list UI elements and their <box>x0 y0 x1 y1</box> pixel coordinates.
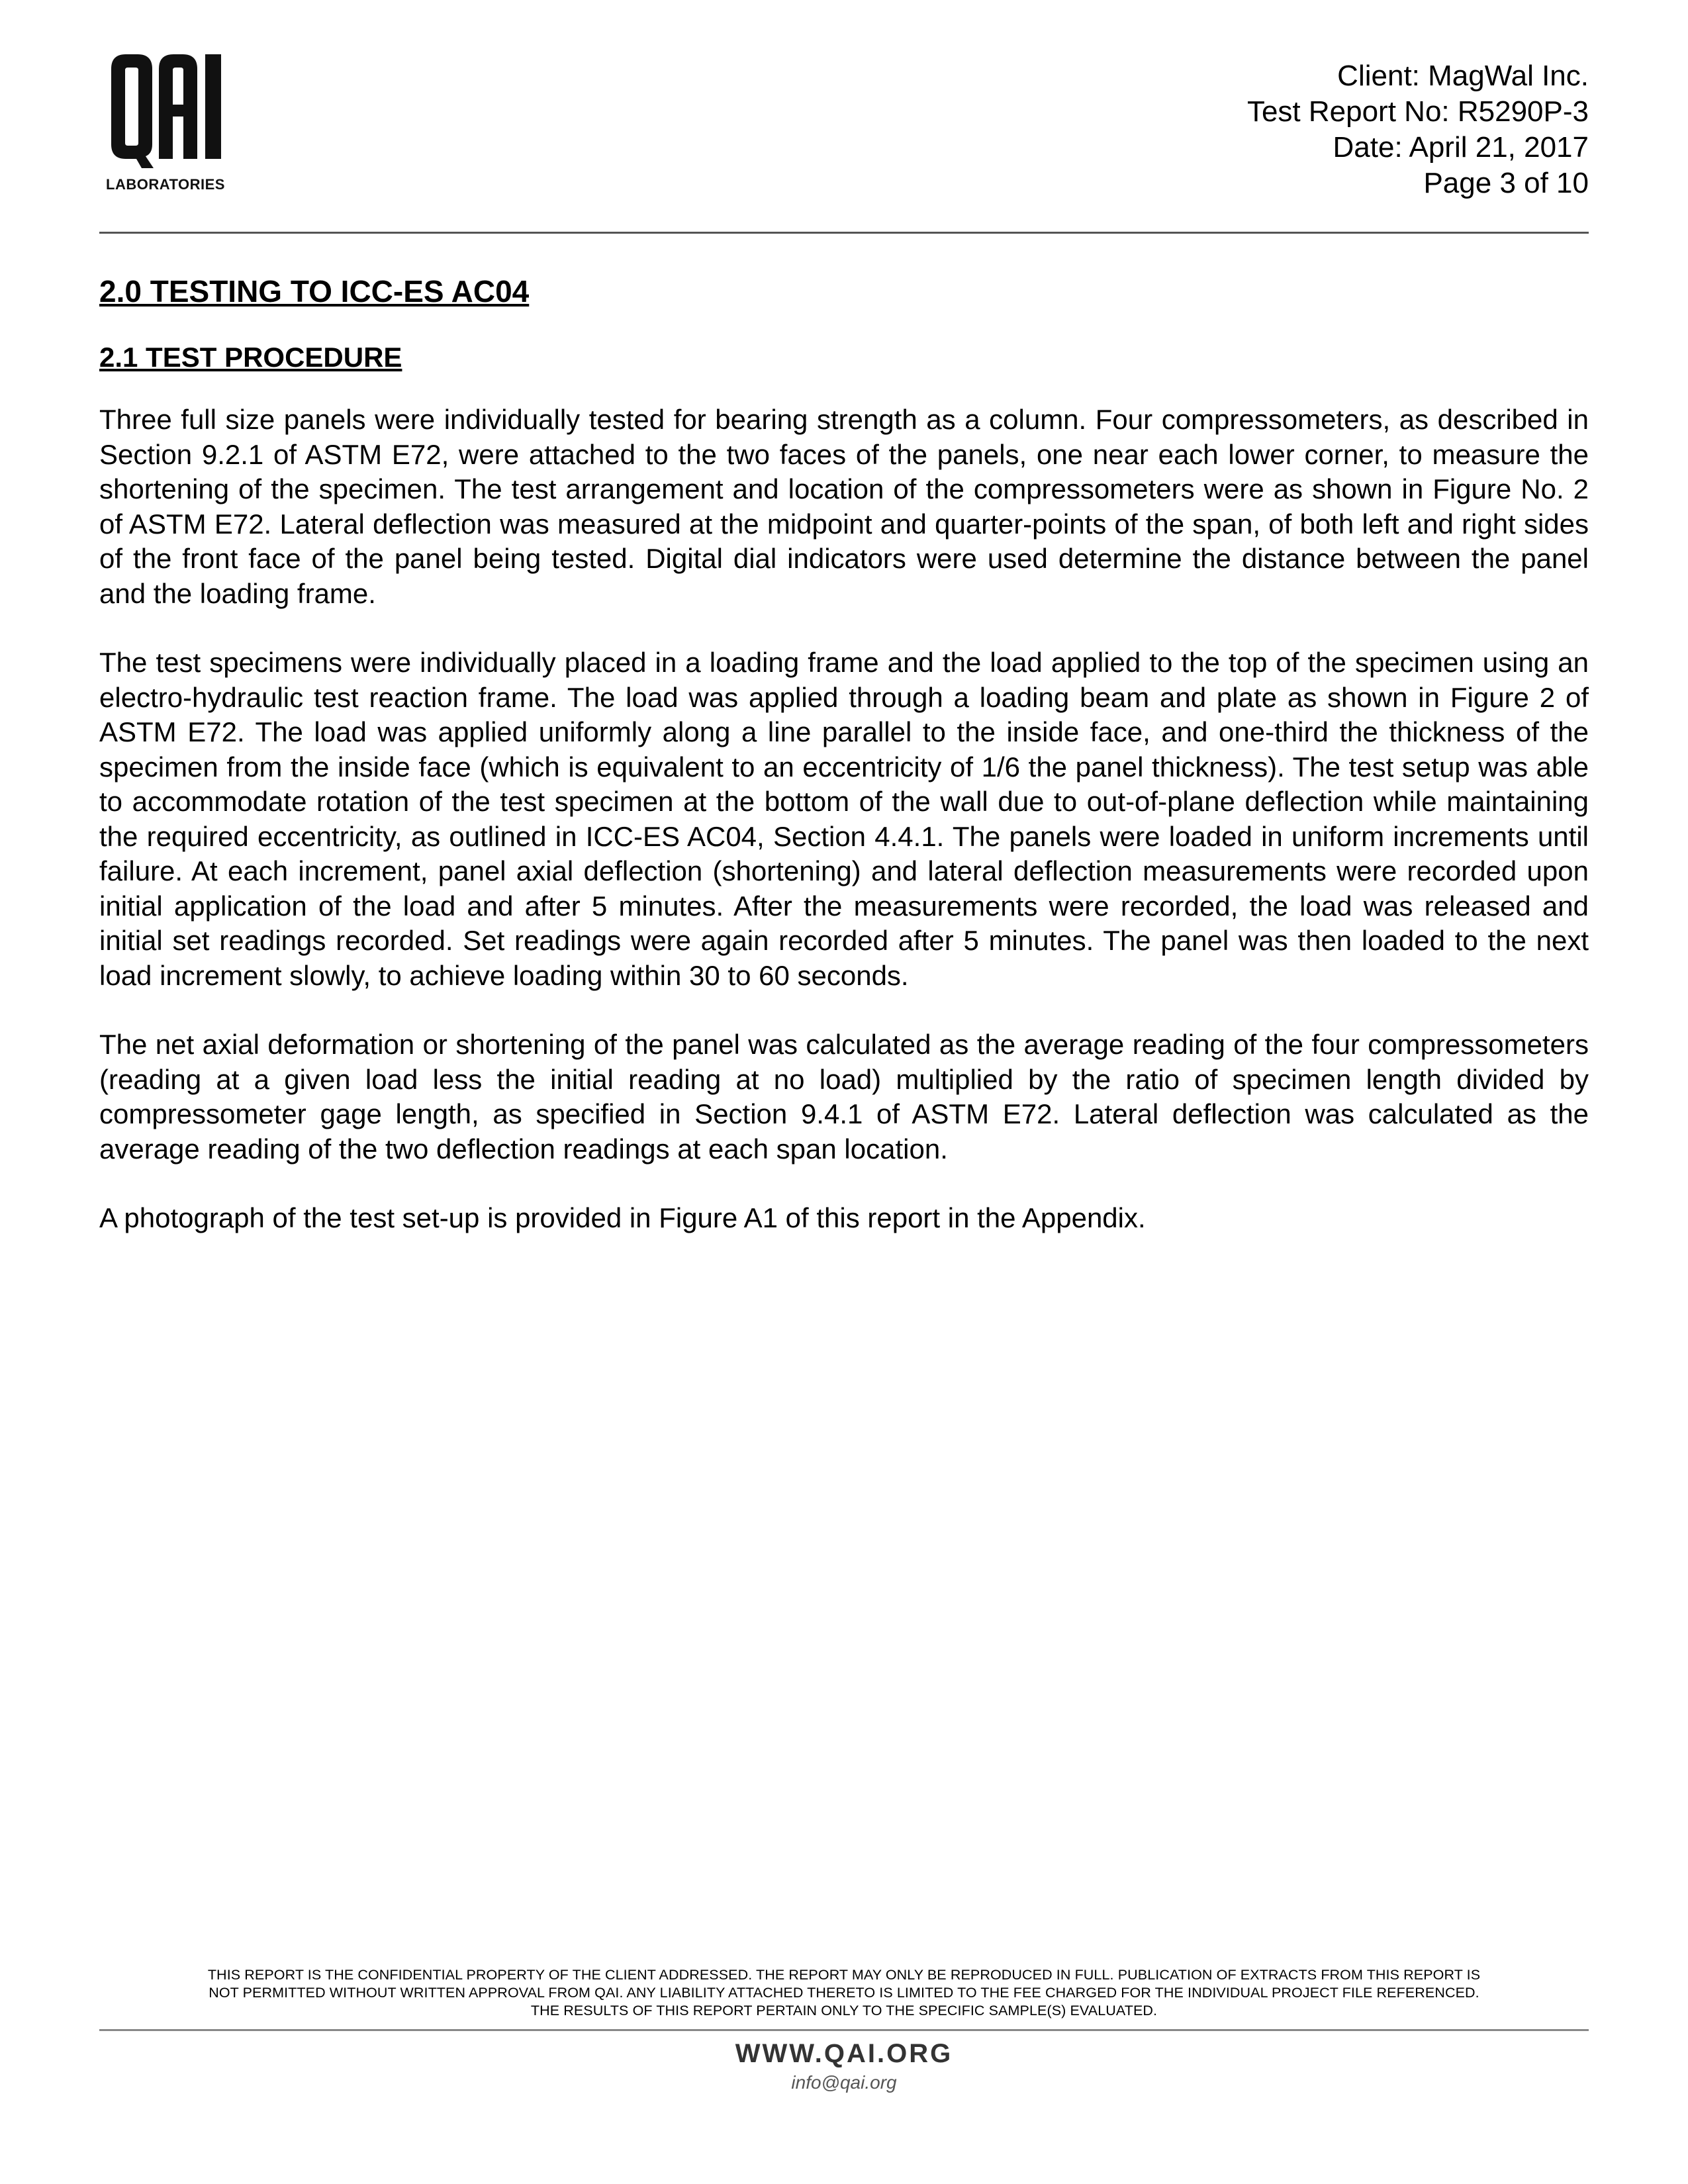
page-number-line: Page 3 of 10 <box>1423 167 1589 199</box>
qai-logo <box>106 53 232 199</box>
logo-subtext: LABORATORIES <box>106 176 225 193</box>
header-divider <box>99 232 1589 234</box>
disclaimer-line: THIS REPORT IS THE CONFIDENTIAL PROPERTY OF THE CLIENT ADDRESSED. THE REPORT MAY ONLY BE REPRODUCED IN FULL. PUBLICATION OF EXTRACTS FROM THIS REPORT IS <box>207 1967 1481 1983</box>
section-title: 2.0 TESTING TO ICC-ES AC04 <box>99 274 530 309</box>
paragraph: The net axial deformation or shortening of the panel was calculated as the average reading of the four compressometers (reading at a given load less the initial reading at no load) multiplied by the ratio of specimen length divided by compressometer gage length, as specified in Section 9.4.1 of ASTM E72. Lateral deflection was calculated as the average reading of the two deflection readings at each span location. <box>99 1029 1589 1164</box>
footer-divider <box>99 2029 1589 2031</box>
paragraph: The test specimens were individually placed in a loading frame and the load applied to the top of the specimen using an electro-hydraulic test reaction frame. The load was applied through a loading beam and plate as shown in Figure 2 of ASTM E72. The load was applied uniformly along a line parallel to the inside face, and one-third the thickness of the specimen from the inside face (which is equivalent to an eccentricity of 1/6 the panel thickness). The test setup was able to accommodate rotation of the test specimen at the bottom of the wall due to out-of-plane deflection while maintaining the required eccentricity, as outlined in ICC-ES AC04, Section 4.4.1. The panels were loaded in uniform increments until failure. At each increment, panel axial deflection (shortening) and lateral deflection measurements were recorded upon initial application of the load and after 5 minutes. After the measurements were recorded, the load was released and initial set readings recorded. Set readings were again recorded after 5 minutes. The panel was then loaded to the next load increment slowly, to achieve loading within 30 to 60 seconds. <box>99 647 1589 991</box>
client-line: Client: MagWal Inc. <box>1337 60 1589 92</box>
qai-logo-mark <box>106 53 232 172</box>
subsection-title: 2.1 TEST PROCEDURE <box>99 342 402 373</box>
confidentiality-disclaimer <box>99 1966 1589 2020</box>
paragraph: A photograph of the test set-up is provided in Figure A1 of this report in the Appendix. <box>99 1202 1146 1233</box>
report-number-line: Test Report No: R5290P-3 <box>1246 95 1589 128</box>
date-line: Date: April 21, 2017 <box>1333 131 1589 164</box>
website-link[interactable]: WWW.QAI.ORG <box>735 2039 953 2068</box>
disclaimer-line: THE RESULTS OF THIS REPORT PERTAIN ONLY TO THE SPECIFIC SAMPLE(S) EVALUATED. <box>530 2003 1158 2018</box>
email-link[interactable]: info@qai.org <box>791 2072 897 2093</box>
report-body <box>99 271 1589 1270</box>
disclaimer-line: NOT PERMITTED WITHOUT WRITTEN APPROVAL FROM QAI. ANY LIABILITY ATTACHED THERETO IS LIMITED TO THE FEE CHARGED FOR THE INDIVIDUAL PROJECT FILE REFERENCED. <box>209 1985 1479 2001</box>
report-meta <box>1247 58 1589 201</box>
paragraph: Three full size panels were individually tested for bearing strength as a column. Four compressometers, as described in Section 9.2.1 of ASTM E72, were attached to the two faces of the panels, one near each lower corner, to measure the shortening of the specimen. The test arrangement and location of the compressometers were as shown in Figure No. 2 of ASTM E72. Lateral deflection was measured at the midpoint and quarter-points of the span, of both left and right sides of the front face of the panel being tested. Digital dial indicators were used determine the distance between the panel and the loading frame. <box>99 404 1589 609</box>
